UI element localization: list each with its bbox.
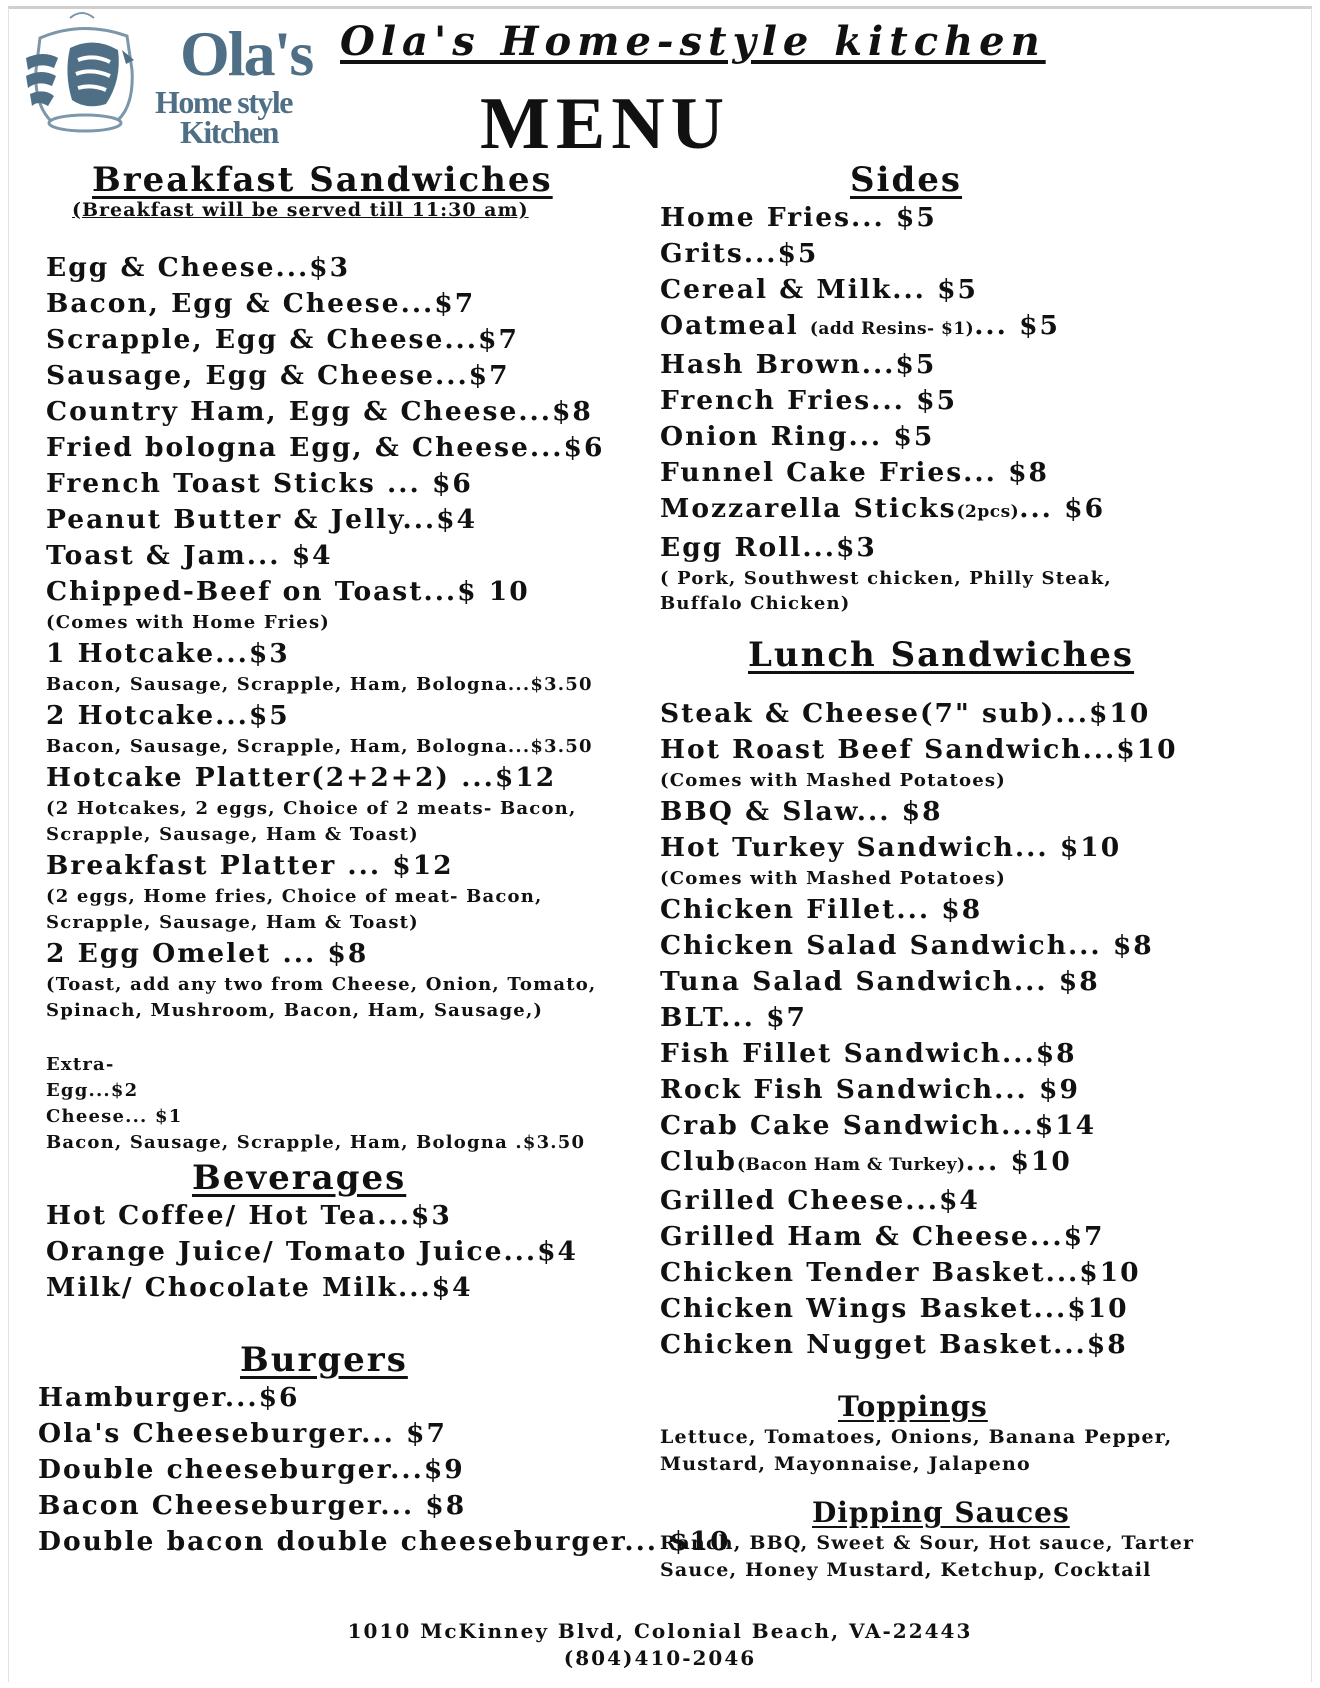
burgers-heading: Burgers [240,1340,408,1380]
menu-item: Country Ham, Egg & Cheese...$8 [46,396,593,427]
item-note: (Comes with Mashed Potatoes) [660,770,1006,791]
item-name: Mozzarella Sticks [660,493,957,524]
menu-item: Chicken Tender Basket...$10 [660,1257,1141,1288]
menu-item: Double cheeseburger...$9 [38,1454,465,1485]
menu-item: Hash Brown...$5 [660,349,937,380]
footer [300,1618,1020,1672]
menu-item: Grilled Cheese...$4 [660,1185,980,1216]
menu-item: Orange Juice/ Tomato Juice...$4 [46,1236,578,1267]
menu-item: Hotcake Platter(2+2+2) ...$12 [46,762,557,793]
item-inline-note: (2pcs) [956,502,1020,522]
breakfast-list [46,250,604,1156]
menu-item: French Fries... $5 [660,385,958,416]
menu-item: Onion Ring... $5 [660,421,935,452]
logo-subtitle-2: Kitchen [180,114,278,150]
beverages-list [46,1198,578,1306]
menu-item: Hamburger...$6 [38,1382,300,1413]
burgers-list [38,1380,731,1560]
breakfast-heading: Breakfast Sandwiches [92,160,553,200]
breakfast-hours-note: (Breakfast will be served till 11:30 am) [72,199,529,221]
menu-item: Milk/ Chocolate Milk...$4 [46,1272,473,1303]
extra-item: Bacon, Sausage, Scrapple, Ham, Bologna .$3.50 [46,1132,586,1153]
menu-item: French Toast Sticks ... $6 [46,468,473,499]
sides-heading: Sides [850,160,963,200]
menu-item: BBQ & Slaw... $8 [660,796,943,827]
item-inline-note: (Bacon Ham & Turkey) [736,1155,966,1175]
item-inline-note: (add Resins- $1) [809,319,975,339]
item-price: ... $5 [974,310,1060,341]
item-note: Bacon, Sausage, Scrapple, Ham, Bologna...$3.50 [46,674,593,695]
menu-item: Hot Coffee/ Hot Tea...$3 [46,1200,452,1231]
item-note: Spinach, Mushroom, Bacon, Ham, Sausage,) [46,1000,544,1021]
menu-item: Hot Roast Beef Sandwich...$10 [660,734,1178,765]
item-note: Bacon, Sausage, Scrapple, Ham, Bologna...$3.50 [46,736,593,757]
menu-item: Crab Cake Sandwich...$14 [660,1110,1097,1141]
menu-item: Hot Turkey Sandwich... $10 [660,832,1122,863]
item-note: (Comes with Mashed Potatoes) [660,868,1006,889]
menu-item: Fish Fillet Sandwich...$8 [660,1038,1077,1069]
sides-list [660,200,1200,616]
sauces-heading: Dipping Sauces [812,1496,1070,1529]
extras-title: Extra- [46,1054,115,1075]
menu-item: Grits...$5 [660,238,819,269]
menu-item: Ola's Cheeseburger... $7 [38,1418,447,1449]
menu-item: 2 Egg Omelet ... $8 [46,938,369,969]
item-note: (2 eggs, Home fries, Choice of meat- Bacon, [46,886,543,907]
menu-item: Chicken Salad Sandwich... $8 [660,930,1154,961]
menu-item: Toast & Jam... $4 [46,540,333,571]
toppings-heading: Toppings [838,1390,988,1423]
logo-name: Ola's [180,18,313,89]
menu-item: 1 Hotcake...$3 [46,638,290,669]
menu-item: Steak & Cheese(7" sub)...$10 [660,698,1151,729]
menu-item-oatmeal [660,308,1200,347]
menu-item: Grilled Ham & Cheese...$7 [660,1221,1105,1252]
menu-item: Breakfast Platter ... $12 [46,850,454,881]
item-price: ... $10 [965,1146,1072,1177]
menu-item: Chipped-Beef on Toast...$ 10 [46,576,530,607]
menu-item: Chicken Nugget Basket...$8 [660,1329,1128,1360]
item-note: (2 Hotcakes, 2 eggs, Choice of 2 meats- Bacon, [46,798,577,819]
extra-item: Egg...$2 [46,1080,139,1101]
item-name: Club [660,1146,737,1177]
menu-item: Fried bologna Egg, & Cheese...$6 [46,432,605,463]
logo-subtitle-1: Home style [155,84,292,120]
menu-item: Peanut Butter & Jelly...$4 [46,504,478,535]
menu-item: Egg Roll...$3 [660,532,877,563]
chef-hat-icon [22,10,152,140]
item-price: ... $6 [1019,493,1106,524]
menu-item: Bacon, Egg & Cheese...$7 [46,288,476,319]
sauces-text: Ranch, BBQ, Sweet & Sour, Hot sauce, Tarter Sauce, Honey Mustard, Ketchup, Cocktail [660,1532,1195,1581]
lunch-list [660,696,1178,1363]
menu-item: Double bacon double cheeseburger... $10 [38,1526,731,1557]
menu-item: Cereal & Milk... $5 [660,274,978,305]
logo [22,10,332,150]
menu-title: MENU [480,83,731,165]
menu-item: Rock Fish Sandwich... $9 [660,1074,1080,1105]
restaurant-title: Ola's Home-style kitchen [340,18,1046,65]
menu-item-club [660,1144,1178,1183]
item-note: Scrapple, Sausage, Ham & Toast) [46,912,419,933]
item-note: Scrapple, Sausage, Ham & Toast) [46,824,419,845]
menu-item: BLT... $7 [660,1002,807,1033]
lunch-heading: Lunch Sandwiches [748,635,1135,675]
menu-item: Egg & Cheese...$3 [46,252,351,283]
item-name: Oatmeal [660,310,810,341]
phone: (804)410-2046 [563,1646,757,1670]
menu-item: Home Fries... $5 [660,202,937,233]
item-note: (Comes with Home Fries) [46,612,331,633]
menu-item-mozzarella [660,491,1200,530]
extra-item: Cheese... $1 [46,1106,183,1127]
menu-item: Sausage, Egg & Cheese...$7 [46,360,510,391]
menu-item: Scrapple, Egg & Cheese...$7 [46,324,519,355]
toppings-text: Lettuce, Tomatoes, Onions, Banana Pepper, Mustard, Mayonnaise, Jalapeno [660,1426,1173,1475]
item-note: (Toast, add any two from Cheese, Onion, Tomato, [46,974,597,995]
menu-item: Chicken Fillet... $8 [660,894,983,925]
menu-item: 2 Hotcake...$5 [46,700,290,731]
menu-item: Chicken Wings Basket...$10 [660,1293,1129,1324]
menu-item: Bacon Cheeseburger... $8 [38,1490,467,1521]
menu-item: Funnel Cake Fries... $8 [660,457,1049,488]
beverages-heading: Beverages [192,1158,407,1198]
menu-item: Tuna Salad Sandwich... $8 [660,966,1100,997]
item-note: ( Pork, Southwest chicken, Philly Steak, Buffalo Chicken) [660,568,1112,614]
address: 1010 McKinney Blvd, Colonial Beach, VA-22443 [347,1619,973,1643]
